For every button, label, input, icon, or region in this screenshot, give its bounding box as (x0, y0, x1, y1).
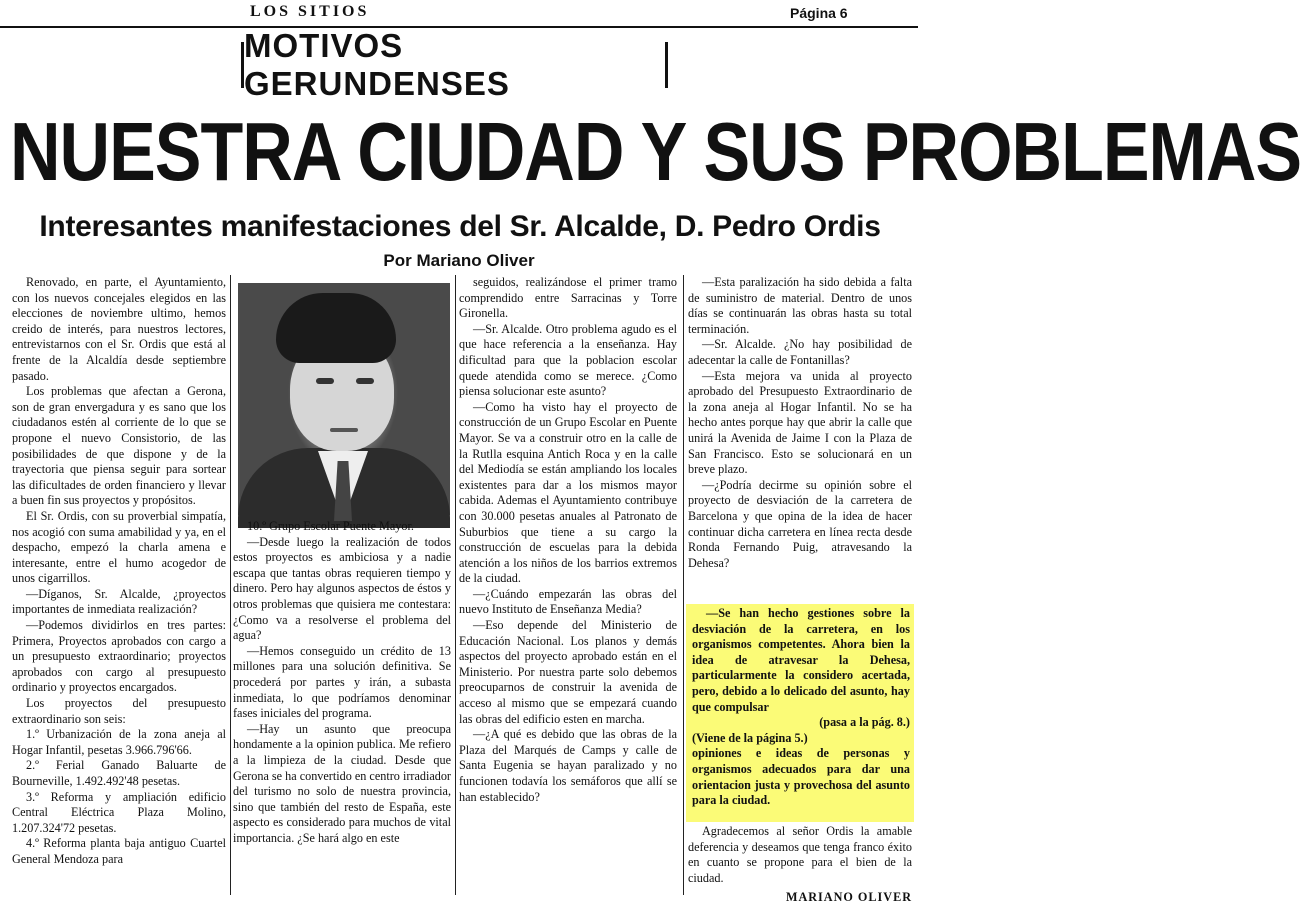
paragraph: seguidos, realizándose el primer tramo comprendido entre Sarracinas y Torre Gironella. (459, 275, 677, 321)
paragraph: —Sr. Alcalde. ¿No hay posibilidad de adecentar la calle de Fontanillas? (688, 337, 912, 367)
highlight-paragraph: —Se han hecho gestiones sobre la desviación de la carretera, en los organismos competentes. Ahora bien la idea de atravesar la Dehesa, particularmente la considero acertada, pero, debido a lo delicado del asunto, hay que compulsar (692, 606, 910, 714)
highlighted-passage (692, 606, 910, 809)
paragraph: 2.º Ferial Ganado Baluarte de Bourneville, 1.492.492'48 pesetas. (12, 758, 226, 788)
paragraph: —¿Cuándo empezarán las obras del nuevo Instituto de Enseñanza Media? (459, 586, 677, 617)
closing-paragraph: Agradecemos al señor Ordis la amable deferencia y deseamos que tenga franco éxito en cuanto se propone para el bien de la ciudad. (688, 824, 912, 885)
photo-mouth (330, 428, 358, 432)
paragraph: —Podemos dividirlos en tres partes: Primera, Proyectos aprobados con cargo a un presupuesto extraordinario; proyectos aprobados con cargo al presupuesto ordinario y proyectos encargados. (12, 618, 226, 695)
newspaper-masthead: LOS SITIOS (250, 3, 370, 20)
page-header (0, 0, 918, 28)
author-signature: MARIANO OLIVER (785, 890, 912, 905)
paragraph: Renovado, en parte, el Ayuntamiento, con los nuevos concejales elegidos en las elecciones de noviembre ultimo, hemos creido de interés, para nuestros lectores, entrevistarnos con el Sr. Ordis que está al frente de la Alcaldía desde septiembre pasado. (12, 275, 226, 383)
paragraph: —Hemos conseguido un crédito de 13 millones para una solución definitiva. Se procederá por partes y irán, a subasta inmediata, lo que podríamos denominar fases iniciales del programa. (233, 643, 451, 721)
paragraph: —Díganos, Sr. Alcalde, ¿proyectos importantes de inmediata realización? (12, 586, 226, 617)
page-number: Página 6 (790, 5, 848, 21)
column-rule (455, 275, 456, 895)
photo-eye (356, 378, 374, 384)
paragraph: Los problemas que afectan a Gerona, son de gran envergadura y es sano que los ciudadanos estén al corriente de lo que se propone el nuevo Consistorio, de las posibilidades de que dispone y de la trayectoria que piensa seguir para sortear las dificultades de orden financiero y llevar a buen fin sus proyectos y propósitos. (12, 384, 226, 508)
paragraph: —¿A qué es debido que las obras de la Plaza del Marqués de Camps y calle de Santa Eugenia se hayan paralizado y no funcionen todavía los semáforos que allí se han establecido? (459, 727, 677, 804)
section-kicker: MOTIVOS GERUNDENSES (241, 42, 668, 88)
paragraph: —Desde luego la realización de todos estos proyectos es ambiciosa y a nadie escapa que tantas obras requieren tiempo y dinero. Pero hay algunos aspectos de éstos y otros problemas que quisiera me contestara: ¿Como va a resolverse el problema del agua? (233, 534, 451, 643)
paragraph: —¿Podría decirme su opinión sobre el proyecto de desviación de la carretera de Barcelona y que opina de la idea de hacer continuar dicha carretera en línea recta desde Ronda Fernando Puig, atravesando la Dehesa? (688, 477, 912, 570)
photo-eye (316, 378, 334, 384)
paragraph: —Como ha visto hay el proyecto de construcción de un Grupo Escolar en Puente Mayor. Se va a construir otro en la calle de la Rutlla esquina Antich Roca y en la calle del Mediodía se están ampliando los locales existentes para dar a los mismos mayor cabida. Ademas el Ayuntamiento contribuye con 30.000 pesetas anuales al Patronato de Suburbios que tiene a su cargo la construcción de escuelas para la debida atención a los niños de los barrios extremos de la ciudad. (459, 399, 677, 586)
paragraph: Los proyectos del presupuesto extraordinario son seis: (12, 696, 226, 726)
photo-hair (276, 293, 396, 363)
portrait-photo (238, 283, 450, 515)
article-byline: Por Mariano Oliver (383, 251, 535, 270)
paragraph: 3.º Reforma y ampliación edificio Central Eléctrica Plaza Molino, 1.207.324'72 pesetas. (12, 789, 226, 835)
paragraph: —Esta paralización ha sido debida a falta de suministro de material. Dentro de unos días se continuarán las obras hasta su total terminación. (688, 275, 912, 336)
column-rule (683, 275, 684, 895)
column-1 (12, 275, 226, 900)
article-subhead: Interesantes manifestaciones del Sr. Alcalde, D. Pedro Ordis (39, 210, 881, 243)
continued-from-note: (Viene de la página 5.) (692, 730, 808, 745)
column-rule (230, 275, 231, 895)
closing-section (688, 824, 912, 906)
column-2 (233, 519, 451, 899)
paragraph: 1.º Urbanización de la zona aneja al Hogar Infantil, pesetas 3.966.796'66. (12, 727, 226, 757)
highlight-continuation: opiniones e ideas de personas y organismos adecuados para dar una orientacion justa y provechosa del asunto para la ciudad. (692, 746, 910, 808)
paragraph: —Hay un asunto que preocupa hondamente a la opinion publica. Me refiero a la limpieza de la ciudad. Desde que Gerona se ha convertido en centro irradiador del turismo no solo de nuestra provincia, sino que también del resto de España, este aspecto es considerado para muchos de vital importancia. ¿Se hará algo en este (233, 721, 451, 845)
continued-note: (pasa a la pág. 8.) (819, 715, 910, 730)
paragraph: —Sr. Alcalde. Otro problema agudo es el que hace referencia a la enseñanza. Hay dificultad para que la poblacion escolar quede atendida como se merece. ¿Como piensa solucionar este asunto? (459, 321, 677, 399)
paragraph: 4.º Reforma planta baja antiguo Cuartel General Mendoza para (12, 836, 226, 866)
column-3 (459, 275, 677, 900)
photo-caption: 10.º Grupo Escolar Puente Mayor. (247, 519, 414, 533)
paragraph: El Sr. Ordis, con su proverbial simpatía, nos acogió con suma amabilidad y ya, en el despacho, empezó la charla amena e interesante, entre el humo acogedor de unos cigarrillos. (12, 508, 226, 586)
article-headline: NUESTRA CIUDAD Y SUS PROBLEMAS (10, 105, 1301, 198)
paragraph: —Esta mejora va unida al proyecto aprobado del Presupuesto Extraordinario de la zona aneja al Hogar Infantil. No se ha hecho antes porque hay que abrir la calle que unirá la Avenida de Jaime I con la Plaza de San Francisco. Esto se solucionará en un breve plazo. (688, 368, 912, 477)
paragraph: —Eso depende del Ministerio de Educación Nacional. Los planos y demás aspectos del proyecto aprobado están en el Ministerio. Por nuestra parte solo debemos preocuparnos de construir la avenida de acceso al mismo que se empezará cuando las obras del edificio esten en marcha. (459, 618, 677, 726)
column-4 (688, 275, 912, 605)
